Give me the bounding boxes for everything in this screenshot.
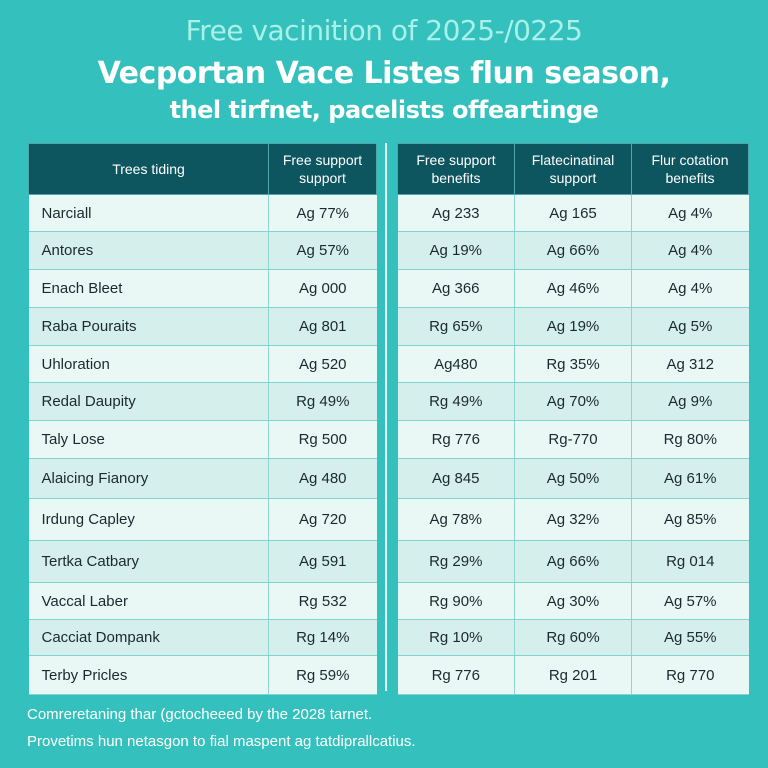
left-table-cell: Ag 520 xyxy=(269,346,377,383)
table-row xyxy=(29,270,377,308)
table-row xyxy=(398,383,749,421)
table-row xyxy=(29,346,377,383)
right-table-cell: Rg 90% xyxy=(398,583,515,620)
right-table-cell: Ag 61% xyxy=(632,459,749,499)
right-table-cell: Ag 50% xyxy=(515,459,632,499)
right-table-cell: Ag 32% xyxy=(515,499,632,541)
left-table xyxy=(28,143,377,695)
right-table-cell: Ag 4% xyxy=(632,232,749,270)
table-row xyxy=(29,583,377,620)
table-row xyxy=(398,232,749,270)
table-row xyxy=(398,620,749,656)
left-table-cell: Rg 500 xyxy=(269,421,377,459)
right-table-cell: Ag 66% xyxy=(515,541,632,583)
left-table-cell: Ag 57% xyxy=(269,232,377,270)
table-row xyxy=(29,620,377,656)
right-col-header-support: Flatecinatinal support xyxy=(515,144,632,195)
left-table-cell: Rg 59% xyxy=(269,656,377,695)
left-table-cell: Vaccal Laber xyxy=(29,583,269,620)
left-table-cell: Ag 801 xyxy=(269,308,377,346)
title-line-3: thel tirfnet, pacelists offeartinge xyxy=(169,96,599,124)
left-col-header-support: Free support support xyxy=(269,144,377,195)
left-table-cell: Narciall xyxy=(29,195,269,232)
left-table-cell: Irdung Capley xyxy=(29,499,269,541)
right-table-cell: Rg 29% xyxy=(398,541,515,583)
right-table-cell: Ag 66% xyxy=(515,232,632,270)
right-col-header-cotation: Flur cotation benefits xyxy=(632,144,749,195)
left-table-cell: Raba Pouraits xyxy=(29,308,269,346)
right-table-cell: Ag 4% xyxy=(632,270,749,308)
left-table-cell: Ag 77% xyxy=(269,195,377,232)
right-table-cell: Rg 60% xyxy=(515,620,632,656)
right-table-cell: Ag480 xyxy=(398,346,515,383)
right-table-cell: Rg 65% xyxy=(398,308,515,346)
right-table-cell: Ag 57% xyxy=(632,583,749,620)
right-table xyxy=(397,143,749,695)
table-row xyxy=(29,541,377,583)
left-table-cell: Alaicing Fianory xyxy=(29,459,269,499)
table-row xyxy=(29,459,377,499)
right-table-cell: Rg-770 xyxy=(515,421,632,459)
left-table-cell: Rg 14% xyxy=(269,620,377,656)
table-row xyxy=(398,270,749,308)
left-table-cell: Tertka Catbary xyxy=(29,541,269,583)
left-table-cell: Cacciat Dompank xyxy=(29,620,269,656)
table-row xyxy=(398,195,749,232)
table-row xyxy=(29,308,377,346)
table-row xyxy=(398,459,749,499)
right-table-cell: Ag 233 xyxy=(398,195,515,232)
right-table-cell: Ag 70% xyxy=(515,383,632,421)
left-table-cell: Ag 720 xyxy=(269,499,377,541)
right-table-cell: Rg 014 xyxy=(632,541,749,583)
left-table-cell: Ag 591 xyxy=(269,541,377,583)
left-table-cell: Uhloration xyxy=(29,346,269,383)
right-table-cell: Ag 78% xyxy=(398,499,515,541)
right-table-cell: Rg 35% xyxy=(515,346,632,383)
right-table-cell: Rg 776 xyxy=(398,421,515,459)
right-table-cell: Ag 30% xyxy=(515,583,632,620)
right-table-cell: Ag 85% xyxy=(632,499,749,541)
right-table-cell: Ag 9% xyxy=(632,383,749,421)
right-table-cell: Ag 312 xyxy=(632,346,749,383)
table-row xyxy=(29,232,377,270)
right-table-cell: Ag 55% xyxy=(632,620,749,656)
table-row xyxy=(398,499,749,541)
left-table-cell: Taly Lose xyxy=(29,421,269,459)
table-row xyxy=(29,383,377,421)
right-table-cell: Ag 19% xyxy=(398,232,515,270)
left-table-cell: Ag 480 xyxy=(269,459,377,499)
right-col-header-benefits: Free support benefits xyxy=(398,144,515,195)
left-table-cell: Terby Pricles xyxy=(29,656,269,695)
footer-note-1: Comreretaning thar (gctocheeed by the 2028 tarnet. xyxy=(27,706,373,723)
right-table-cell: Rg 201 xyxy=(515,656,632,695)
title-line-2: Vecportan Vace Listes flun season, xyxy=(97,56,671,91)
table-row xyxy=(29,499,377,541)
right-table-cell: Rg 10% xyxy=(398,620,515,656)
left-table-cell: Redal Daupity xyxy=(29,383,269,421)
right-table-cell: Ag 46% xyxy=(515,270,632,308)
left-table-cell: Ag 000 xyxy=(269,270,377,308)
right-table-cell: Rg 776 xyxy=(398,656,515,695)
right-table-cell: Rg 80% xyxy=(632,421,749,459)
right-table-cell: Rg 49% xyxy=(398,383,515,421)
table-row xyxy=(29,421,377,459)
left-col-header-name: Trees tiding xyxy=(29,144,269,195)
left-table-cell: Rg 49% xyxy=(269,383,377,421)
table-row xyxy=(398,308,749,346)
table-row xyxy=(29,656,377,695)
right-table-cell: Rg 770 xyxy=(632,656,749,695)
title-line-1: Free vacinition of 2025-/0225 xyxy=(185,14,583,47)
right-table-cell: Ag 165 xyxy=(515,195,632,232)
footer-note-2: Provetims hun netasgon to fial maspent ag tatdiprallcatius. xyxy=(27,733,416,750)
table-row xyxy=(398,346,749,383)
right-table-cell: Ag 845 xyxy=(398,459,515,499)
left-table-cell: Enach Bleet xyxy=(29,270,269,308)
column-divider xyxy=(385,143,387,691)
table-row xyxy=(29,195,377,232)
table-row xyxy=(398,656,749,695)
table-row xyxy=(398,421,749,459)
right-table-cell: Ag 19% xyxy=(515,308,632,346)
table-row xyxy=(398,541,749,583)
right-table-cell: Ag 5% xyxy=(632,308,749,346)
right-table-cell: Ag 4% xyxy=(632,195,749,232)
left-table-cell: Rg 532 xyxy=(269,583,377,620)
table-row xyxy=(398,583,749,620)
left-table-cell: Antores xyxy=(29,232,269,270)
right-table-cell: Ag 366 xyxy=(398,270,515,308)
